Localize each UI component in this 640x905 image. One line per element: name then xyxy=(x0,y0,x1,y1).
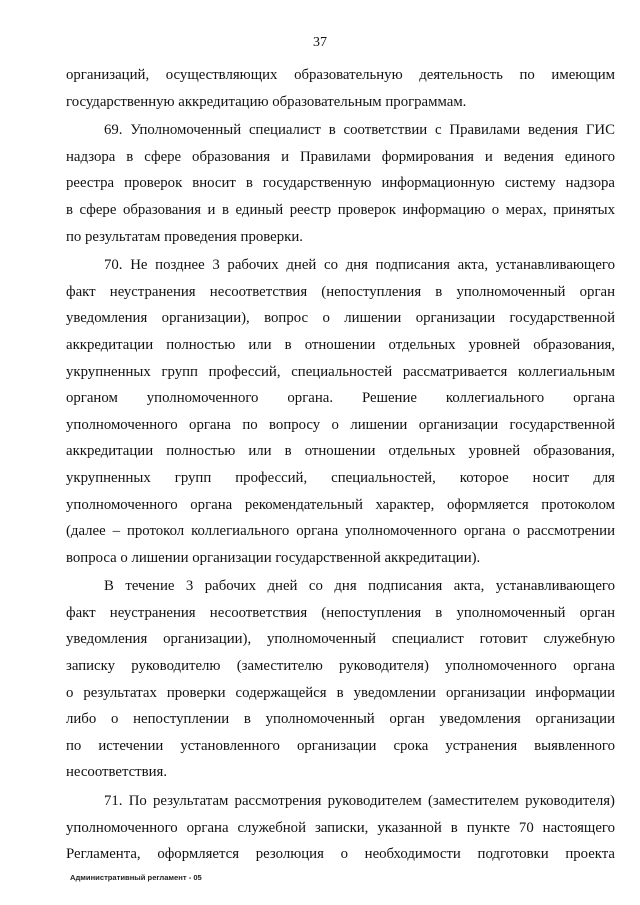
text-line: уполномоченного органа служебной записки, указанной в пункте 70 настоящего xyxy=(66,819,615,836)
text-line: (далее – протокол коллегиального органа уполномоченного органа о рассмотрении xyxy=(66,523,615,540)
text-line: вопроса о лишении организации государственной аккредитации). xyxy=(66,549,481,566)
text-line: уполномоченного органа по вопросу о лишении организации государственной xyxy=(66,416,615,433)
text-line: Регламента, оформляется резолюция о необходимости подготовки проекта xyxy=(66,846,615,863)
text-line: уполномоченного органа рекомендательный характер, оформляется протоколом xyxy=(66,496,615,513)
page-number: 37 xyxy=(313,35,327,50)
text-line: 70. Не позднее 3 рабочих дней со дня подписания акта, устанавливающего xyxy=(104,257,615,274)
paragraph-71 xyxy=(66,788,615,868)
text-line: по результатам проведения проверки. xyxy=(66,228,303,245)
text-line: органом уполномоченного органа. Решение коллегиального органа xyxy=(66,390,615,407)
paragraph xyxy=(66,573,615,786)
text-line: записку руководителю (заместителю руководителя) уполномоченного органа xyxy=(66,658,615,675)
body-text xyxy=(66,62,615,868)
text-line: факт неустранения несоответствия (непоступления в уполномоченный орган xyxy=(66,604,615,621)
text-line: организаций, осуществляющих образовательную деятельность по имеющим xyxy=(66,67,615,83)
paragraph-69 xyxy=(66,117,615,250)
text-line: в сфере образования и в единый реестр проверок информацию о мерах, принятых xyxy=(66,201,615,218)
text-line: по истечении установленного организации срока устранения выявленного xyxy=(66,737,615,754)
text-line: 69. Уполномоченный специалист в соответствии с Правилами ведения ГИС xyxy=(104,122,615,139)
text-line: В течение 3 рабочих дней со дня подписания акта, устанавливающего xyxy=(104,578,615,595)
text-line: 71. По результатам рассмотрения руководителем (заместителем руководителя) xyxy=(104,793,615,810)
text-line: укрупненных групп профессий, специальностей, которое носит для xyxy=(66,469,615,486)
paragraph-70 xyxy=(66,252,615,571)
footer-label: Административный регламент - 05 xyxy=(70,873,202,882)
text-line: аккредитации полностью или в отношении отдельных уровней образования, xyxy=(66,443,615,460)
text-line: реестра проверок вносит в государственную информационную систему надзора xyxy=(66,175,615,192)
text-line: аккредитации полностью или в отношении отдельных уровней образования, xyxy=(66,336,615,353)
text-line: либо о непоступлении в уполномоченный орган уведомления организации xyxy=(66,711,615,728)
text-line: укрупненных групп профессий, специальностей рассматривается коллегиальным xyxy=(66,363,615,380)
text-line: надзора в сфере образования и Правилами формирования и ведения единого xyxy=(66,148,615,165)
text-line: о результатах проверки содержащейся в уведомлении организации информации xyxy=(66,684,615,701)
text-line: факт неустранения несоответствия (непоступления в уполномоченный орган xyxy=(66,283,615,300)
text-line: уведомления организации), вопрос о лишении организации государственной xyxy=(66,310,615,327)
text-line: государственную аккредитацию образовательным программам. xyxy=(66,93,467,110)
text-line: несоответствия. xyxy=(66,764,168,781)
text-line: уведомления организации), уполномоченный специалист готовит служебную xyxy=(66,631,615,648)
paragraph xyxy=(66,62,615,115)
